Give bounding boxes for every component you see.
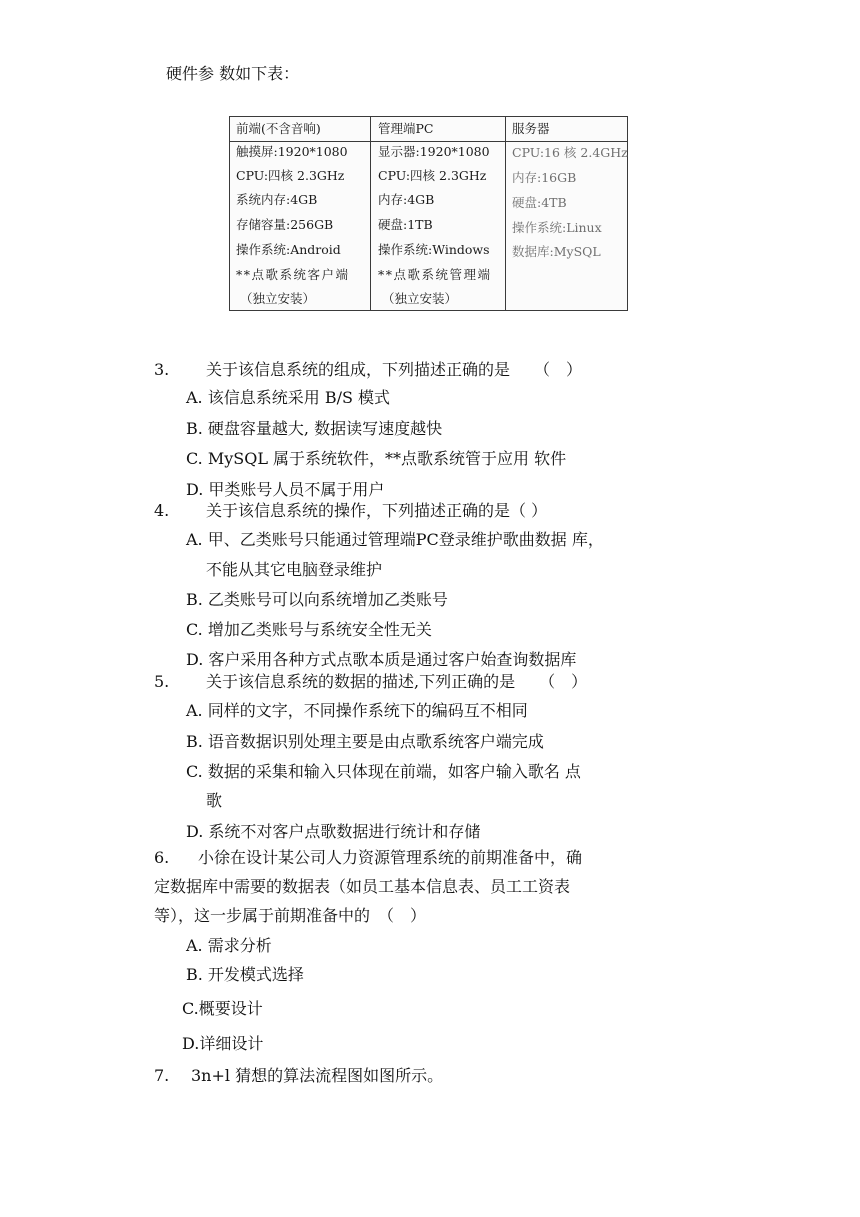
question-stem-line-2: 定数据库中需要的数据表（如员工基本信息表、员工工资表 xyxy=(154,877,571,896)
option-d: D. 甲类账号人员不属于用户 xyxy=(186,480,385,499)
table-cell: 显示器:1920*1080 xyxy=(378,144,490,159)
question-number: 3. xyxy=(154,360,170,379)
table-cell: 触摸屏:1920*1080 xyxy=(236,144,348,159)
option-a: A. 甲、乙类账号只能通过管理端PC登录维护歌曲数据 库， xyxy=(186,530,604,549)
table-cell: （独立安装） xyxy=(382,291,458,306)
question-number: 7. xyxy=(154,1066,170,1085)
table-cell: 系统内存:4GB xyxy=(236,192,318,207)
option-c: C. 数据的采集和输入只体现在前端，如客户输入歌名 点 xyxy=(186,762,581,781)
option-c: C. 增加乙类账号与系统安全性无关 xyxy=(186,620,432,639)
table-cell: 内存:4GB xyxy=(378,192,435,207)
table-cell: CPU:16 核 2.4GHz xyxy=(512,145,628,160)
question-number: 6. xyxy=(154,848,170,867)
option-b: B. 乙类账号可以向系统增加乙类账号 xyxy=(186,590,448,609)
option-b: B. 开发模式选择 xyxy=(186,965,304,984)
table-cell: 操作系统:Linux xyxy=(512,220,602,235)
table-cell: 硬盘:4TB xyxy=(512,195,567,210)
table-cell: 操作系统:Windows xyxy=(378,242,490,257)
table-header-admin-pc: 管理端PC xyxy=(378,121,434,136)
table-cell: （独立安装） xyxy=(240,291,316,306)
option-d: D. 系统不对客户点歌数据进行统计和存储 xyxy=(186,822,481,841)
table-cell: 存储容量:256GB xyxy=(236,217,334,232)
option-a-continued: 不能从其它电脑登录维护 xyxy=(206,560,383,579)
table-cell: 数据库:MySQL xyxy=(512,244,601,259)
question-stem: 关于该信息系统的操作，下列描述正确的是（ ） xyxy=(206,501,548,520)
table-cell: CPU:四核 2.3GHz xyxy=(378,168,487,183)
option-c: C.概要设计 xyxy=(182,999,263,1018)
option-d: D.详细设计 xyxy=(182,1034,264,1053)
table-cell: 内存:16GB xyxy=(512,170,577,185)
question-stem: 3n+l 猜想的算法流程图如图所示。 xyxy=(191,1066,444,1085)
question-number: 4. xyxy=(154,501,170,520)
table-header-server: 服务器 xyxy=(512,121,550,136)
question-stem: 关于该信息系统的数据的描述,下列正确的是 （ ） xyxy=(206,672,588,691)
question-stem: 关于该信息系统的组成，下列描述正确的是 （ ） xyxy=(206,360,583,379)
table-cell: 操作系统:Android xyxy=(236,242,341,257)
question-stem-line-3: 等），这一步属于前期准备中的 （ ） xyxy=(154,906,427,925)
option-a: A. 需求分析 xyxy=(186,936,272,955)
option-b: B. 硬盘容量越大, 数据读写速度越快 xyxy=(186,419,443,438)
question-number: 5. xyxy=(154,672,170,691)
option-c: C. MySQL 属于系统软件，**点歌系统管于应用 软件 xyxy=(186,449,567,468)
table-cell: **点歌系统管理端 xyxy=(378,267,492,282)
option-d: D. 客户采用各种方式点歌本质是通过客户始查询数据库 xyxy=(186,650,577,669)
question-stem-line-1: 小徐在设计某公司人力资源管理系统的前期准备中，确 xyxy=(198,848,583,867)
table-header-frontend: 前端(不含音响) xyxy=(236,121,321,136)
option-c-continued: 歌 xyxy=(206,791,223,810)
intro-text: 硬件参 数如下表： xyxy=(166,64,300,83)
table-cell: **点歌系统客户端 xyxy=(236,267,350,282)
hardware-table xyxy=(229,116,628,311)
option-a: A. 该信息系统采用 B/S 模式 xyxy=(186,388,391,407)
table-cell: 硬盘:1TB xyxy=(378,217,433,232)
table-cell: CPU:四核 2.3GHz xyxy=(236,168,345,183)
option-b: B. 语音数据识别处理主要是由点歌系统客户端完成 xyxy=(186,732,544,751)
option-a: A. 同样的文字，不同操作系统下的编码互不相同 xyxy=(186,701,528,720)
